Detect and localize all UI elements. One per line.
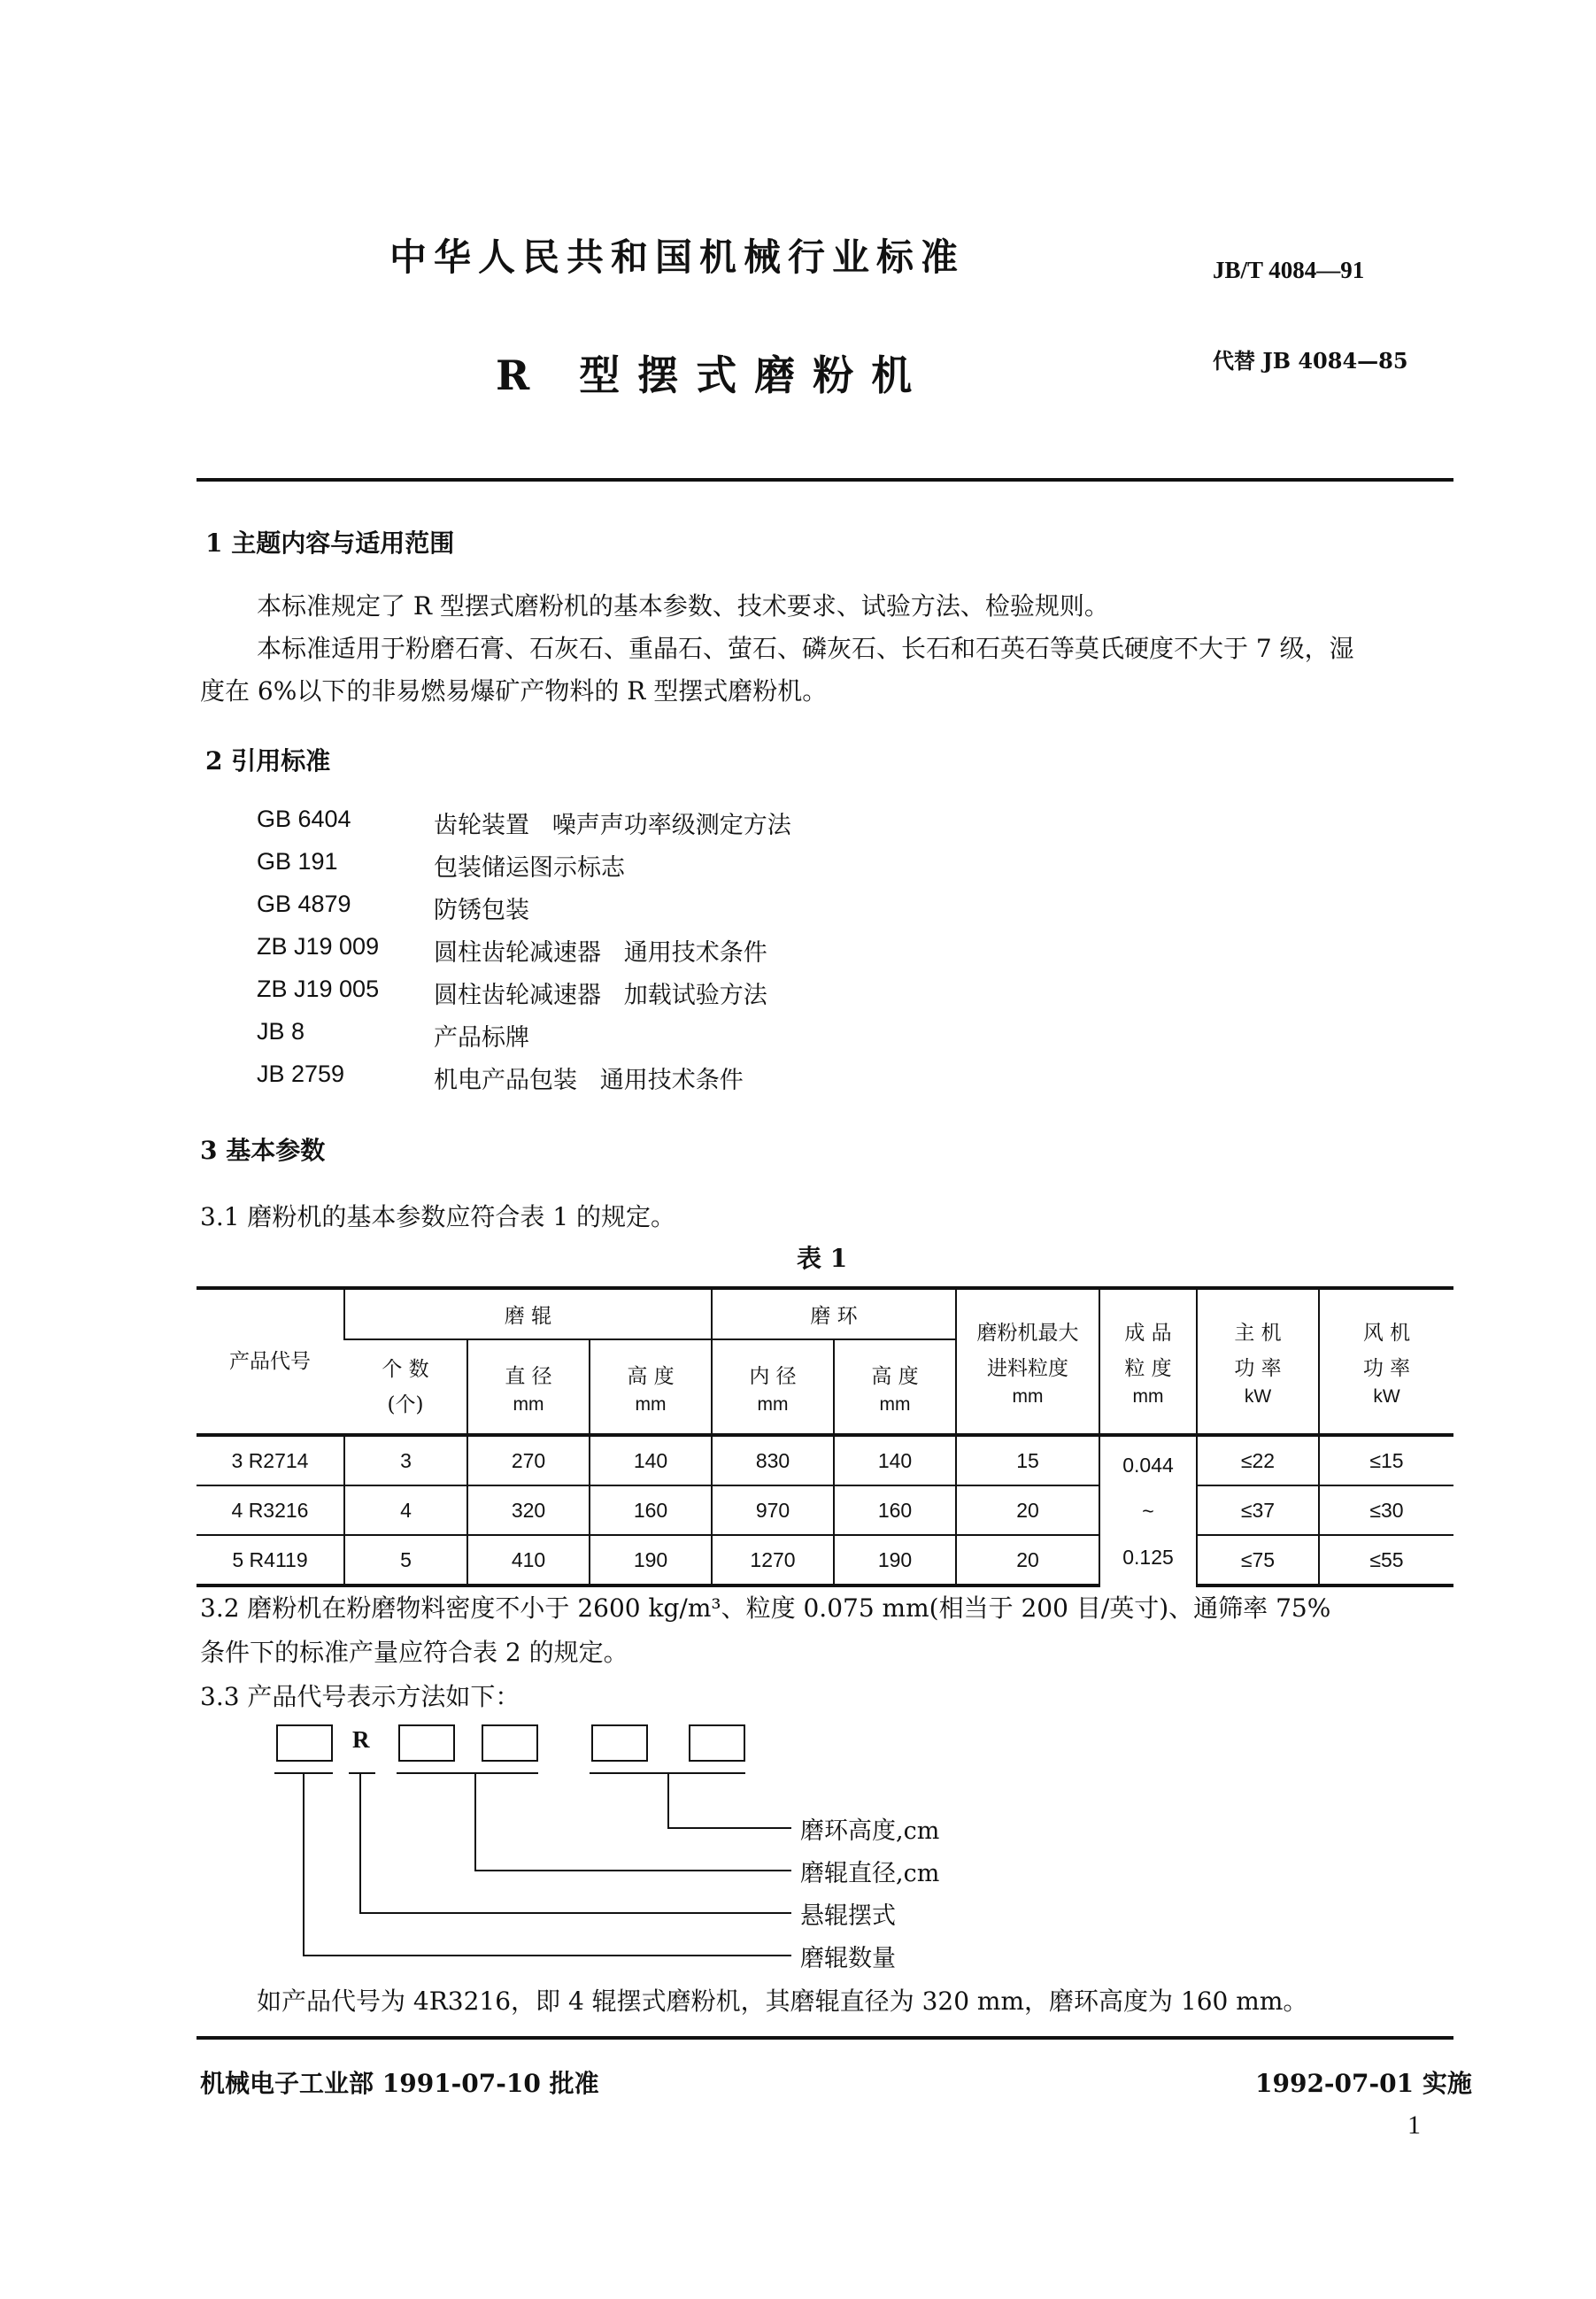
- leader-count-h: [303, 1955, 791, 1956]
- reference-code: GB 6404: [257, 806, 351, 832]
- reference-title: 圆柱齿轮减速器 加载试验方法: [434, 982, 767, 1009]
- effective-date: 1992-07-01 实施: [1255, 2069, 1472, 2098]
- clause-3-1: 3.1 磨粉机的基本参数应符合表 1 的规定。: [200, 1202, 676, 1231]
- cell-feed: 20: [956, 1485, 1099, 1535]
- label-roller-count: 磨辊数量: [800, 1945, 896, 1972]
- col-header-inner: [712, 1339, 834, 1435]
- max-feed-unit: mm: [1012, 1386, 1044, 1407]
- grain-min: 0.044: [1122, 1454, 1174, 1477]
- count-unit: (个): [387, 1393, 424, 1416]
- cell-inner: 830: [712, 1435, 834, 1485]
- cell-motor: ≤22: [1197, 1435, 1319, 1485]
- reference-code: JB 8: [257, 1018, 305, 1045]
- cell-motor: ≤37: [1197, 1485, 1319, 1535]
- cell-diameter: 410: [467, 1535, 590, 1585]
- reference-code: ZB J19 005: [257, 976, 380, 1002]
- table-row: [197, 1435, 1453, 1485]
- reference-title: 产品标牌: [434, 1024, 529, 1052]
- reference-item: [257, 1061, 1053, 1096]
- page-title: R 型摆式磨粉机: [496, 351, 930, 399]
- reference-item: [257, 806, 1053, 841]
- col-header-fan: [1319, 1288, 1453, 1435]
- section-1-para-2-line-2: 度在 6%以下的非易燃易爆矿产物料的 R 型摆式磨粉机。: [200, 676, 828, 706]
- fan-label: 风 机 功 率: [1362, 1322, 1411, 1380]
- ring-height-unit: mm: [879, 1393, 911, 1415]
- code-letter: R: [352, 1726, 370, 1753]
- leader-count-v: [303, 1774, 305, 1956]
- cell-diameter: 320: [467, 1485, 590, 1535]
- reference-title: 包装储运图示标志: [434, 854, 625, 882]
- clause-3-2-line-1: 3.2 磨粉机在粉磨物料密度不小于 2600 kg/m³、粒度 0.075 mm(相当于 200 目/英寸)、通筛率 75%: [200, 1593, 1331, 1623]
- reference-title: 圆柱齿轮减速器 通用技术条件: [434, 939, 767, 967]
- clause-3-3: 3.3 产品代号表示方法如下：: [200, 1682, 520, 1711]
- ring-height-label: 高 度: [871, 1364, 919, 1388]
- cell-code: 4 R3216: [197, 1485, 344, 1535]
- motor-label: 主 机 功 率: [1234, 1322, 1282, 1380]
- reference-list: [257, 806, 1053, 1107]
- code-box-height-1: [591, 1724, 648, 1762]
- cell-ring-height: 140: [834, 1435, 956, 1485]
- leader-diameter-h: [474, 1870, 791, 1871]
- diameter-unit: mm: [513, 1393, 544, 1415]
- cell-inner: 1270: [712, 1535, 834, 1585]
- col-header-diameter: [467, 1339, 590, 1435]
- table-row: [197, 1535, 1453, 1585]
- inner-label: 内 径: [749, 1364, 797, 1388]
- reference-title: 防锈包装: [434, 897, 529, 924]
- col-header-roller: 磨 辊: [344, 1288, 712, 1339]
- cell-feed: 20: [956, 1535, 1099, 1585]
- leader-pendulum-h: [359, 1912, 791, 1914]
- roller-height-unit: mm: [635, 1393, 667, 1415]
- cell-code: 5 R4119: [197, 1535, 344, 1585]
- leader-pendulum-v: [359, 1774, 361, 1914]
- reference-code: JB 2759: [257, 1061, 345, 1087]
- code-box-roller-count: [276, 1724, 333, 1762]
- reference-item: [257, 848, 1053, 883]
- roller-height-label: 高 度: [627, 1364, 675, 1388]
- grain-label: 成 品 粒 度: [1124, 1322, 1172, 1380]
- cell-count: 3: [344, 1435, 467, 1485]
- reference-code: GB 191: [257, 848, 338, 875]
- reference-item: [257, 976, 1053, 1011]
- header-rule: [197, 478, 1453, 482]
- grain-sep: ~: [1142, 1500, 1154, 1523]
- leader-height-v: [667, 1774, 669, 1829]
- approval-date: 机械电子工业部 1991-07-10 批准: [200, 2069, 599, 2098]
- count-label: 个 数: [382, 1357, 429, 1381]
- reference-title: 机电产品包装 通用技术条件: [434, 1067, 744, 1094]
- leader-height-h: [667, 1827, 791, 1829]
- grain-max: 0.125: [1122, 1546, 1174, 1569]
- col-header-ring-height: [834, 1339, 956, 1435]
- code-box-diameter-2: [482, 1724, 538, 1762]
- cell-diameter: 270: [467, 1435, 590, 1485]
- col-header-max-feed: [956, 1288, 1099, 1435]
- reference-item: [257, 1018, 1053, 1053]
- inner-unit: mm: [757, 1393, 789, 1415]
- leader-diameter-v: [474, 1774, 476, 1871]
- table-row: [197, 1485, 1453, 1535]
- cell-height: 190: [590, 1535, 712, 1585]
- col-header-motor: [1197, 1288, 1319, 1435]
- cell-code: 3 R2714: [197, 1435, 344, 1485]
- reference-code: ZB J19 009: [257, 933, 380, 960]
- page-number: 1: [1407, 2110, 1421, 2140]
- underline-r: [349, 1772, 375, 1774]
- fan-unit: kW: [1373, 1386, 1400, 1407]
- reference-item: [257, 933, 1053, 968]
- reference-code: GB 4879: [257, 891, 351, 917]
- cell-ring-height: 190: [834, 1535, 956, 1585]
- reference-title: 齿轮装置 噪声声功率级测定方法: [434, 812, 791, 839]
- table-caption: 表 1: [797, 1244, 848, 1273]
- col-header-roller-height: [590, 1339, 712, 1435]
- cell-inner: 970: [712, 1485, 834, 1535]
- cell-count: 4: [344, 1485, 467, 1535]
- section-1-heading: 1 主题内容与适用范围: [205, 528, 455, 558]
- cell-grain: [1099, 1435, 1197, 1585]
- cell-height: 160: [590, 1485, 712, 1535]
- label-pendulum: 悬辊摆式: [800, 1902, 896, 1930]
- reference-item: [257, 891, 1053, 926]
- section-1-para-2-line-1: 本标准适用于粉磨石膏、石灰石、重晶石、萤石、磷灰石、长石和石英石等莫氏硬度不大于 7 级，湿: [257, 634, 1354, 663]
- label-roller-diameter: 磨辊直径,cm: [800, 1860, 940, 1887]
- clause-3-2-line-2: 条件下的标准产量应符合表 2 的规定。: [200, 1638, 628, 1667]
- max-feed-label: 磨粉机最大进料粒度: [976, 1322, 1079, 1380]
- replaces-note: 代替 JB 4084—85: [1213, 348, 1408, 374]
- grain-unit: mm: [1132, 1386, 1164, 1407]
- org-title: 中华人民共和国机械行业标准: [389, 235, 966, 279]
- cell-feed: 15: [956, 1435, 1099, 1485]
- cell-fan: ≤15: [1319, 1435, 1453, 1485]
- col-header-code: 产品代号: [197, 1288, 344, 1435]
- col-header-grain: [1099, 1288, 1197, 1435]
- label-ring-height: 磨环高度,cm: [800, 1817, 940, 1845]
- underline-diameter: [397, 1772, 538, 1774]
- cell-count: 5: [344, 1535, 467, 1585]
- cell-motor: ≤75: [1197, 1535, 1319, 1585]
- col-header-count: [344, 1339, 467, 1435]
- standard-number: JB/T 4084—91: [1213, 257, 1365, 283]
- section-3-heading: 3 基本参数: [200, 1136, 326, 1165]
- code-box-height-2: [689, 1724, 745, 1762]
- footer-rule: [197, 2036, 1453, 2040]
- cell-fan: ≤30: [1319, 1485, 1453, 1535]
- section-2-heading: 2 引用标准: [205, 746, 331, 775]
- col-header-ring: 磨 环: [712, 1288, 956, 1339]
- cell-fan: ≤55: [1319, 1535, 1453, 1585]
- section-1-para-1: 本标准规定了 R 型摆式磨粉机的基本参数、技术要求、试验方法、检验规则。: [257, 591, 1109, 621]
- cell-ring-height: 160: [834, 1485, 956, 1535]
- example-text: 如产品代号为 4R3216，即 4 辊摆式磨粉机，其磨辊直径为 320 mm，磨环高度为 160 mm。: [257, 1987, 1308, 2016]
- diameter-label: 直 径: [505, 1364, 552, 1388]
- motor-unit: kW: [1244, 1386, 1272, 1407]
- parameter-table: [197, 1286, 1453, 1587]
- code-box-diameter-1: [398, 1724, 455, 1762]
- cell-height: 140: [590, 1435, 712, 1485]
